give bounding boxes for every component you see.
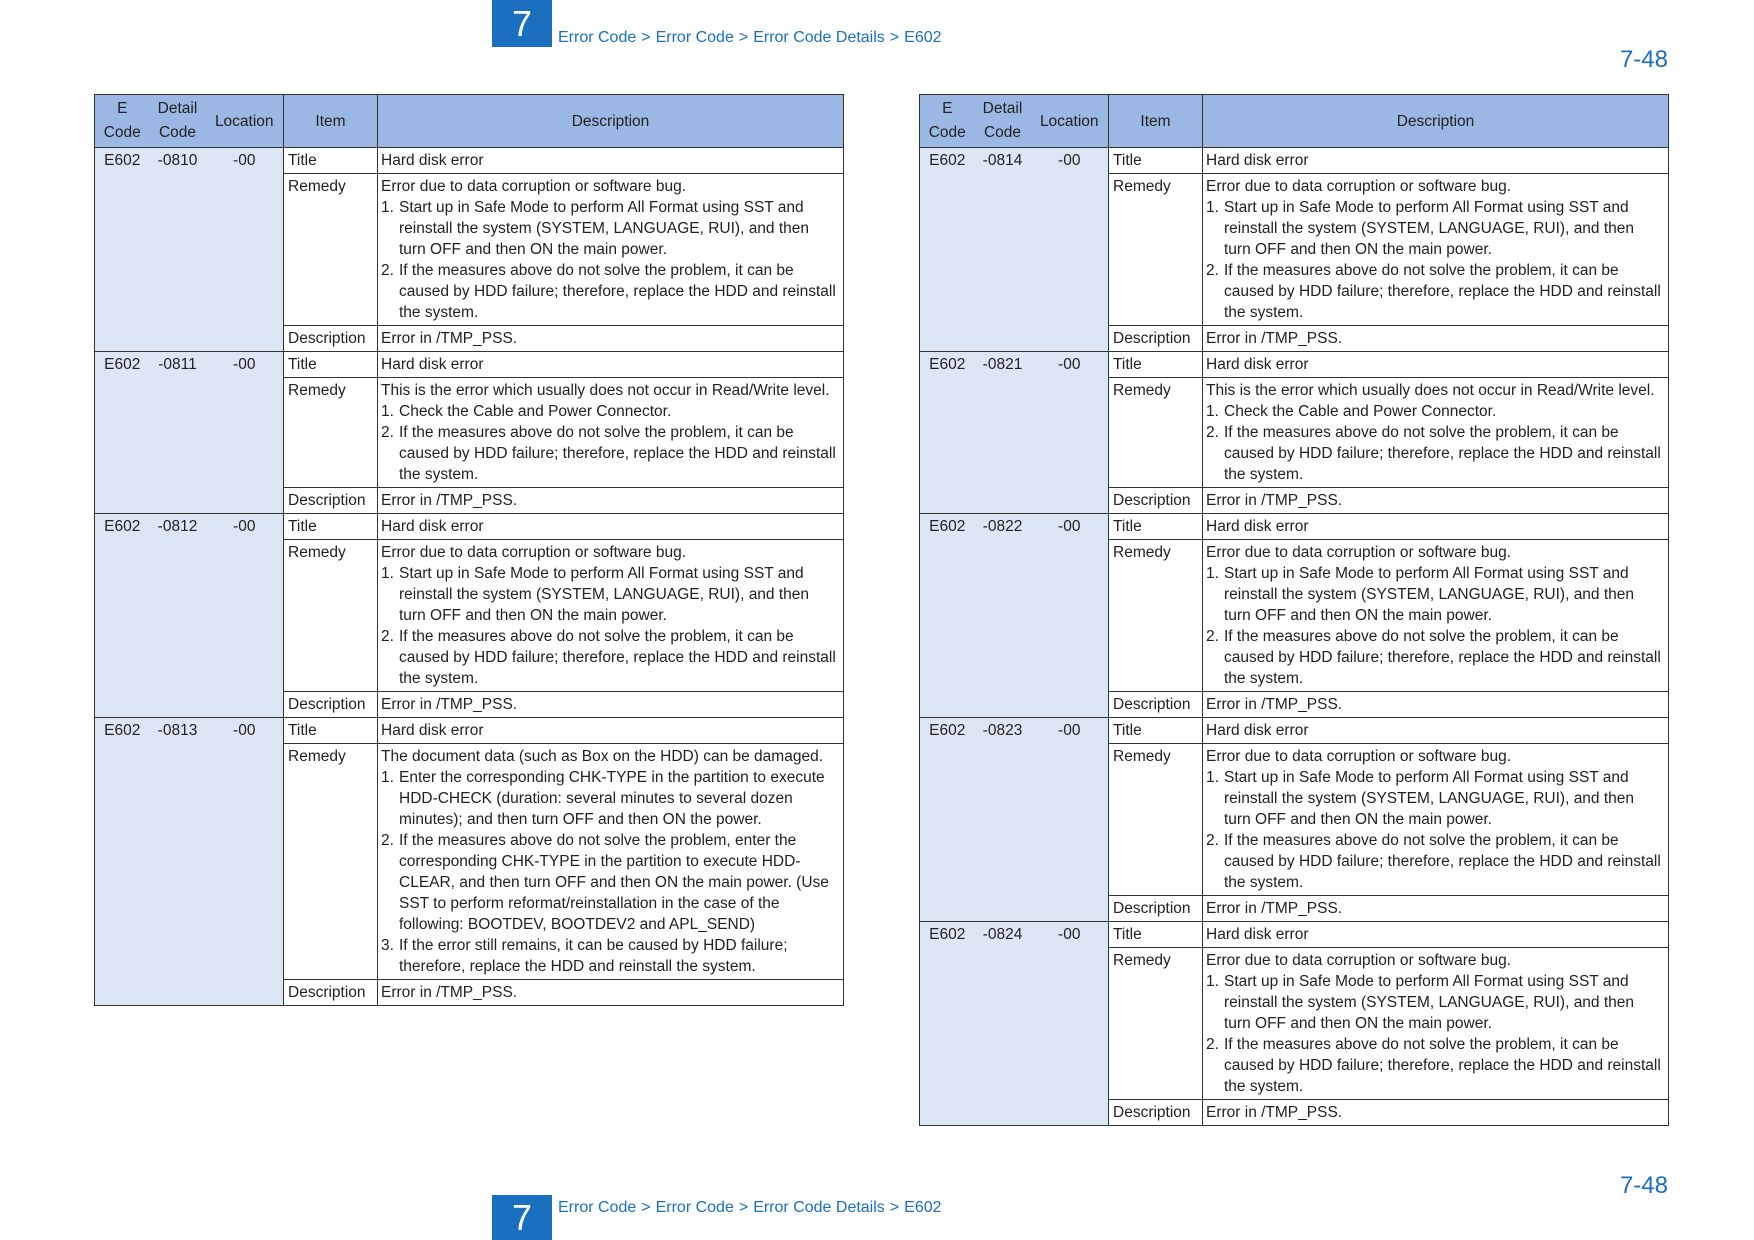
description-value: Error in /TMP_PSS.	[1203, 692, 1669, 718]
item-title-label: Title	[1109, 148, 1203, 174]
header-location: Location	[206, 95, 284, 148]
remedy-step-number: 1.	[1206, 403, 1219, 420]
table-row	[95, 148, 844, 174]
remedy-step-text: If the measures above do not solve the problem, it can be caused by HDD failure; therefore, replace the HDD and reinstall the system.	[399, 424, 836, 483]
detail-code-cell: -0812	[150, 514, 206, 718]
remedy-step-text: If the measures above do not solve the problem, it can be caused by HDD failure; therefore, replace the HDD and reinstall the system.	[1224, 262, 1661, 321]
location-cell: -00	[1031, 352, 1109, 514]
item-description-label: Description	[1109, 488, 1203, 514]
table-row	[920, 148, 1669, 174]
breadcrumb-item[interactable]: Error Code	[655, 1199, 734, 1216]
title-value: Hard disk error	[1203, 922, 1669, 948]
remedy-step-number: 2.	[1206, 1036, 1219, 1053]
header-item: Item	[1109, 95, 1203, 148]
remedy-step-number: 2.	[381, 832, 394, 849]
e-code-cell: E602	[920, 718, 975, 922]
item-remedy-label: Remedy	[284, 540, 378, 692]
remedy-step	[381, 401, 840, 422]
remedy-step	[381, 626, 840, 689]
detail-code-cell: -0824	[975, 922, 1031, 1126]
location-cell: -00	[1031, 514, 1109, 718]
breadcrumb-separator: >	[738, 29, 749, 46]
item-title-label: Title	[1109, 352, 1203, 378]
item-remedy-label: Remedy	[1109, 174, 1203, 326]
remedy-step	[1206, 563, 1665, 626]
item-description-label: Description	[1109, 896, 1203, 922]
remedy-step	[381, 935, 840, 977]
item-remedy-label: Remedy	[284, 378, 378, 488]
remedy-step-text: Start up in Safe Mode to perform All Format using SST and reinstall the system (SYSTEM, LANGUAGE, RUI), and then turn OFF and then ON the main power.	[1224, 199, 1635, 258]
e-code-cell: E602	[95, 514, 150, 718]
breadcrumb-item[interactable]: E602	[904, 1199, 942, 1216]
location-cell: -00	[206, 514, 284, 718]
header-detail-code: Detail Code	[150, 95, 206, 148]
remedy-step-text: If the measures above do not solve the problem, it can be caused by HDD failure; therefore, replace the HDD and reinstall the system.	[1224, 1036, 1661, 1095]
remedy-step-text: Start up in Safe Mode to perform All Format using SST and reinstall the system (SYSTEM, LANGUAGE, RUI), and then turn OFF and then ON the main power.	[1224, 973, 1635, 1032]
description-value: Error in /TMP_PSS.	[378, 980, 844, 1006]
error-code-table-left	[94, 94, 844, 1006]
remedy-intro: Error due to data corruption or software bug.	[381, 544, 686, 561]
description-value: Error in /TMP_PSS.	[378, 326, 844, 352]
remedy-intro: Error due to data corruption or software bug.	[381, 178, 686, 195]
item-description-label: Description	[284, 326, 378, 352]
breadcrumb-item[interactable]: Error Code	[558, 1199, 637, 1216]
remedy-step-text: Check the Cable and Power Connector.	[399, 403, 672, 420]
item-description-label: Description	[1109, 1100, 1203, 1126]
item-description-label: Description	[1109, 326, 1203, 352]
header-e-code: E Code	[95, 95, 150, 148]
header-description: Description	[378, 95, 844, 148]
breadcrumb-item[interactable]: Error Code	[558, 29, 637, 46]
description-value: Error in /TMP_PSS.	[378, 692, 844, 718]
detail-code-cell: -0814	[975, 148, 1031, 352]
e-code-cell: E602	[920, 514, 975, 718]
title-value: Hard disk error	[378, 718, 844, 744]
breadcrumb-separator: >	[889, 1199, 900, 1216]
header-detail-code: Detail Code	[975, 95, 1031, 148]
chapter-badge: 7	[492, 0, 552, 47]
remedy-step-text: If the error still remains, it can be caused by HDD failure; therefore, replace the HDD and reinstall the system.	[399, 937, 788, 975]
remedy-value	[1203, 948, 1669, 1100]
breadcrumb-item[interactable]: Error Code	[655, 29, 734, 46]
remedy-step	[381, 767, 840, 830]
remedy-step-text: If the measures above do not solve the problem, it can be caused by HDD failure; therefore, replace the HDD and reinstall the system.	[1224, 424, 1661, 483]
remedy-step	[381, 197, 840, 260]
header-e-code: E Code	[920, 95, 975, 148]
remedy-step-number: 1.	[1206, 199, 1219, 216]
item-description-label: Description	[284, 692, 378, 718]
detail-code-cell: -0823	[975, 718, 1031, 922]
table-row	[95, 352, 844, 378]
header-item: Item	[284, 95, 378, 148]
remedy-step-text: If the measures above do not solve the problem, it can be caused by HDD failure; therefore, replace the HDD and reinstall the system.	[1224, 832, 1661, 891]
breadcrumb-footer	[558, 1199, 942, 1217]
detail-code-cell: -0822	[975, 514, 1031, 718]
remedy-step-number: 1.	[381, 403, 394, 420]
table-header-row	[920, 95, 1669, 148]
location-cell: -00	[1031, 148, 1109, 352]
e-code-cell: E602	[920, 922, 975, 1126]
e-code-cell: E602	[95, 352, 150, 514]
description-value: Error in /TMP_PSS.	[1203, 1100, 1669, 1126]
page-number-footer: 7-48	[1619, 1172, 1668, 1199]
remedy-step-text: If the measures above do not solve the problem, it can be caused by HDD failure; therefore, replace the HDD and reinstall the system.	[399, 628, 836, 687]
description-value: Error in /TMP_PSS.	[1203, 326, 1669, 352]
item-title-label: Title	[284, 718, 378, 744]
remedy-value	[1203, 540, 1669, 692]
location-cell: -00	[206, 148, 284, 352]
remedy-step-text: Enter the corresponding CHK-TYPE in the partition to execute HDD-CHECK (duration: several minutes to several dozen minutes); and then turn OFF and then ON the power.	[399, 769, 825, 828]
title-value: Hard disk error	[378, 352, 844, 378]
detail-code-cell: -0813	[150, 718, 206, 1006]
item-title-label: Title	[1109, 718, 1203, 744]
remedy-step-text: If the measures above do not solve the problem, enter the corresponding CHK-TYPE in the partition to execute HDD-CLEAR, and then turn OFF and then ON the main power. (Use SST to perform reformat/reinstallation in the case of the following: BOOTDEV, BOOTDEV2 and APL_SEND)	[399, 832, 829, 933]
breadcrumb-item[interactable]: E602	[904, 29, 942, 46]
title-value: Hard disk error	[378, 514, 844, 540]
breadcrumb-item[interactable]: Error Code Details	[753, 1199, 885, 1216]
table-row	[920, 514, 1669, 540]
remedy-step	[1206, 767, 1665, 830]
breadcrumb	[558, 29, 942, 47]
item-description-label: Description	[284, 980, 378, 1006]
item-title-label: Title	[284, 514, 378, 540]
detail-code-cell: -0811	[150, 352, 206, 514]
item-title-label: Title	[1109, 514, 1203, 540]
remedy-step-number: 1.	[1206, 565, 1219, 582]
description-value: Error in /TMP_PSS.	[378, 488, 844, 514]
remedy-step-text: Start up in Safe Mode to perform All Format using SST and reinstall the system (SYSTEM, LANGUAGE, RUI), and then turn OFF and then ON the main power.	[399, 565, 810, 624]
item-description-label: Description	[284, 488, 378, 514]
remedy-intro: This is the error which usually does not occur in Read/Write level.	[1206, 382, 1655, 399]
remedy-step	[1206, 626, 1665, 689]
title-value: Hard disk error	[1203, 718, 1669, 744]
table-header-row	[95, 95, 844, 148]
item-remedy-label: Remedy	[1109, 378, 1203, 488]
location-cell: -00	[1031, 718, 1109, 922]
remedy-step-number: 2.	[1206, 262, 1219, 279]
table-row	[95, 514, 844, 540]
remedy-value	[1203, 744, 1669, 896]
item-remedy-label: Remedy	[284, 744, 378, 980]
remedy-step-number: 2.	[381, 262, 394, 279]
table-row	[920, 352, 1669, 378]
title-value: Hard disk error	[1203, 352, 1669, 378]
location-cell: -00	[206, 718, 284, 1006]
e-code-cell: E602	[95, 718, 150, 1006]
remedy-step	[1206, 260, 1665, 323]
table-row	[920, 718, 1669, 744]
remedy-step-text: If the measures above do not solve the problem, it can be caused by HDD failure; therefore, replace the HDD and reinstall the system.	[1224, 628, 1661, 687]
e-code-cell: E602	[95, 148, 150, 352]
item-title-label: Title	[284, 352, 378, 378]
breadcrumb-separator: >	[738, 1199, 749, 1216]
location-cell: -00	[1031, 922, 1109, 1126]
remedy-step	[1206, 830, 1665, 893]
remedy-step-text: Check the Cable and Power Connector.	[1224, 403, 1497, 420]
table-row	[920, 922, 1669, 948]
page-number: 7-48	[1619, 46, 1668, 73]
item-remedy-label: Remedy	[284, 174, 378, 326]
remedy-step-number: 1.	[381, 769, 394, 786]
item-remedy-label: Remedy	[1109, 948, 1203, 1100]
remedy-step	[1206, 1034, 1665, 1097]
remedy-value	[378, 174, 844, 326]
title-value: Hard disk error	[378, 148, 844, 174]
remedy-step-text: Start up in Safe Mode to perform All Format using SST and reinstall the system (SYSTEM, LANGUAGE, RUI), and then turn OFF and then ON the main power.	[1224, 565, 1635, 624]
header-description: Description	[1203, 95, 1669, 148]
item-description-label: Description	[1109, 692, 1203, 718]
title-value: Hard disk error	[1203, 148, 1669, 174]
e-code-cell: E602	[920, 148, 975, 352]
remedy-step-text: If the measures above do not solve the problem, it can be caused by HDD failure; therefore, replace the HDD and reinstall the system.	[399, 262, 836, 321]
breadcrumb-separator: >	[889, 29, 900, 46]
remedy-intro: Error due to data corruption or software bug.	[1206, 544, 1511, 561]
remedy-step-text: Start up in Safe Mode to perform All Format using SST and reinstall the system (SYSTEM, LANGUAGE, RUI), and then turn OFF and then ON the main power.	[1224, 769, 1635, 828]
remedy-step	[381, 260, 840, 323]
remedy-value	[1203, 378, 1669, 488]
detail-code-cell: -0821	[975, 352, 1031, 514]
remedy-step	[381, 563, 840, 626]
remedy-step-text: Start up in Safe Mode to perform All Format using SST and reinstall the system (SYSTEM, LANGUAGE, RUI), and then turn OFF and then ON the main power.	[399, 199, 810, 258]
remedy-step-number: 1.	[381, 565, 394, 582]
remedy-step-number: 2.	[381, 424, 394, 441]
description-value: Error in /TMP_PSS.	[1203, 488, 1669, 514]
table-row	[95, 718, 844, 744]
title-value: Hard disk error	[1203, 514, 1669, 540]
item-remedy-label: Remedy	[1109, 744, 1203, 896]
remedy-intro: The document data (such as Box on the HDD) can be damaged.	[381, 748, 823, 765]
breadcrumb-item[interactable]: Error Code Details	[753, 29, 885, 46]
location-cell: -00	[206, 352, 284, 514]
remedy-intro: Error due to data corruption or software bug.	[1206, 178, 1511, 195]
remedy-intro: This is the error which usually does not occur in Read/Write level.	[381, 382, 830, 399]
remedy-intro: Error due to data corruption or software bug.	[1206, 952, 1511, 969]
breadcrumb-separator: >	[641, 29, 651, 46]
remedy-step	[1206, 971, 1665, 1034]
detail-code-cell: -0810	[150, 148, 206, 352]
remedy-value	[378, 378, 844, 488]
remedy-step	[1206, 401, 1665, 422]
item-remedy-label: Remedy	[1109, 540, 1203, 692]
remedy-step-number: 3.	[381, 937, 394, 954]
remedy-value	[378, 744, 844, 980]
remedy-step	[381, 422, 840, 485]
remedy-step	[1206, 197, 1665, 260]
remedy-step	[1206, 422, 1665, 485]
item-title-label: Title	[1109, 922, 1203, 948]
remedy-value	[1203, 174, 1669, 326]
remedy-intro: Error due to data corruption or software bug.	[1206, 748, 1511, 765]
error-code-table-right	[919, 94, 1669, 1126]
remedy-value	[378, 540, 844, 692]
header-location: Location	[1031, 95, 1109, 148]
remedy-step-number: 1.	[381, 199, 394, 216]
remedy-step-number: 2.	[1206, 424, 1219, 441]
remedy-step-number: 1.	[1206, 769, 1219, 786]
e-code-cell: E602	[920, 352, 975, 514]
remedy-step	[381, 830, 840, 935]
remedy-step-number: 1.	[1206, 973, 1219, 990]
description-value: Error in /TMP_PSS.	[1203, 896, 1669, 922]
remedy-step-number: 2.	[381, 628, 394, 645]
remedy-step-number: 2.	[1206, 628, 1219, 645]
breadcrumb-separator: >	[641, 1199, 651, 1216]
item-title-label: Title	[284, 148, 378, 174]
remedy-step-number: 2.	[1206, 832, 1219, 849]
chapter-badge-footer: 7	[492, 1195, 552, 1240]
